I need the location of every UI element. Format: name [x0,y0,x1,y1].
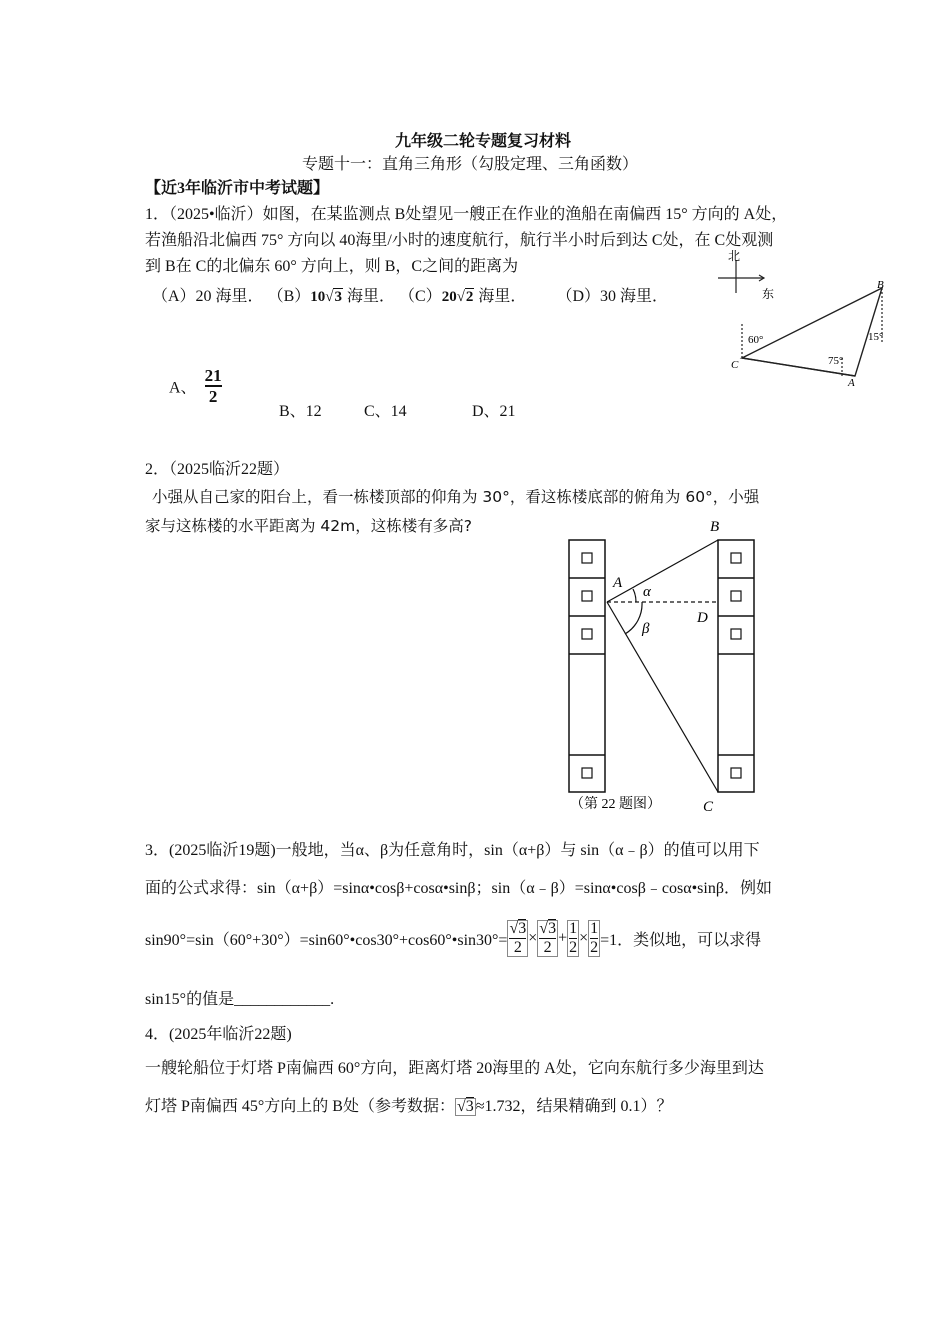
frac-one-half-b: $\frac{1}{2}$ [590,920,599,956]
q1-extra-option-d: D、21 [472,403,516,420]
q3-line3: sin90°=sin（60°+30°）=sin60°•cos30°+cos60°•sin30°= $\frac{√3}{2}$ × $\frac{√3}{2}$ + $\frac{1}{2}$ × $\frac{1}{2}$ =1．类似地，可以求得 [145,920,762,956]
q3-line1: 3．(2025临沂19题)一般地，当α、β为任意角时，sin（α+β）与 sin（α﹣β）的值可以用下 [145,842,760,859]
point-a-label: A [848,377,855,389]
angle-75-label: 75° [828,355,844,367]
section-heading: 【近3年临沂市中考试题】 [145,180,330,197]
q1-line2: 若渔船沿北偏西 75° 方向以 40海里/小时的速度航行，航行半小时后到达 C处，在 C处观测 [145,232,774,249]
q1-option-b: （B）10√3 海里． [267,288,395,305]
q1-extra-option-c: C、14 [364,403,407,420]
fig2-caption: （第 22 题图） [570,797,661,812]
q1-line1: 1．（2025•临沂）如图，在某监测点 B处望见一艘正在作业的渔船在南偏西 15° 方向的 A处， [145,206,788,223]
q1-option-d: （D）30 海里． [556,288,668,305]
compass-east-label: 东 [762,287,775,301]
q2-heading: 2．（2025临沂22题） [145,461,290,478]
q4-heading: 4．(2025年临沂22题) [145,1026,292,1043]
angle-beta-arc [625,602,642,634]
q1-options [152,283,668,306]
page-title: 九年级二轮专题复习材料 [395,133,572,150]
angle-15-label: 15° [868,331,884,343]
compass-north-label: 北 [728,249,741,263]
q3-line4: sin15°的值是____________. [145,991,335,1008]
fig2-label-d: D [697,610,708,626]
angle-60-label: 60° [748,334,764,346]
q2-figure [560,512,780,817]
q2-line1: 小强从自己家的阳台上，看一栋楼顶部的仰角为 30°，看这栋楼底部的俯角为 60°，小强 [152,488,760,506]
q4-line1: 一艘轮船位于灯塔 P南偏西 60°方向，距离灯塔 20海里的 A处，它向东航行多少海里到达 [145,1060,764,1077]
sqrt3-reference: √3 [456,1098,474,1115]
q1-figure [712,248,902,398]
point-c-label: C [731,359,739,371]
frac-sqrt3-over-2-a: $\frac{√3}{2}$ [509,920,527,956]
fig2-label-b: B [710,519,720,535]
q4-line2: 灯塔 P南偏西 45°方向上的 B处（参考数据： √3 ≈1.732，结果精确到 0.1）？ [145,1098,673,1115]
fig2-label-alpha: α [643,584,651,600]
fig2-label-a: A [613,575,623,591]
frac-sqrt3-over-2-b: $\frac{√3}{2}$ [539,920,557,956]
line-ac [607,602,718,792]
page-subtitle: 专题十一：直角三角形（勾股定理、三角函数） [302,156,639,173]
line-ab [607,540,718,602]
q1-line3: 到 B在 C的北偏东 60° 方向上，则 B，C之间的距离为 [145,258,519,275]
q1-option-c: （C）20√2 海里． [399,288,527,305]
angle-alpha-arc [633,589,636,602]
frac-one-half-a: $\frac{1}{2}$ [569,920,578,956]
triangle-abc [742,288,882,376]
fig2-label-beta: β [642,621,650,637]
q2-line2: 家与这栋楼的水平距离为 42m，这栋楼有多高? [145,517,472,535]
q3-line2: 面的公式求得：sin（α+β）=sinα•cosβ+cosα•sinβ；sin（α﹣β）=sinα•cosβ﹣cosα•sinβ．例如 [145,880,772,897]
point-b-label: B [877,279,884,291]
q1-extra-option-b: B、12 [279,403,322,420]
q1-extra-option-a: A、 $\frac{21}{2}$ [169,366,222,406]
q1-option-a: （A）20 海里． [152,288,264,305]
fig2-label-c: C [703,799,714,815]
